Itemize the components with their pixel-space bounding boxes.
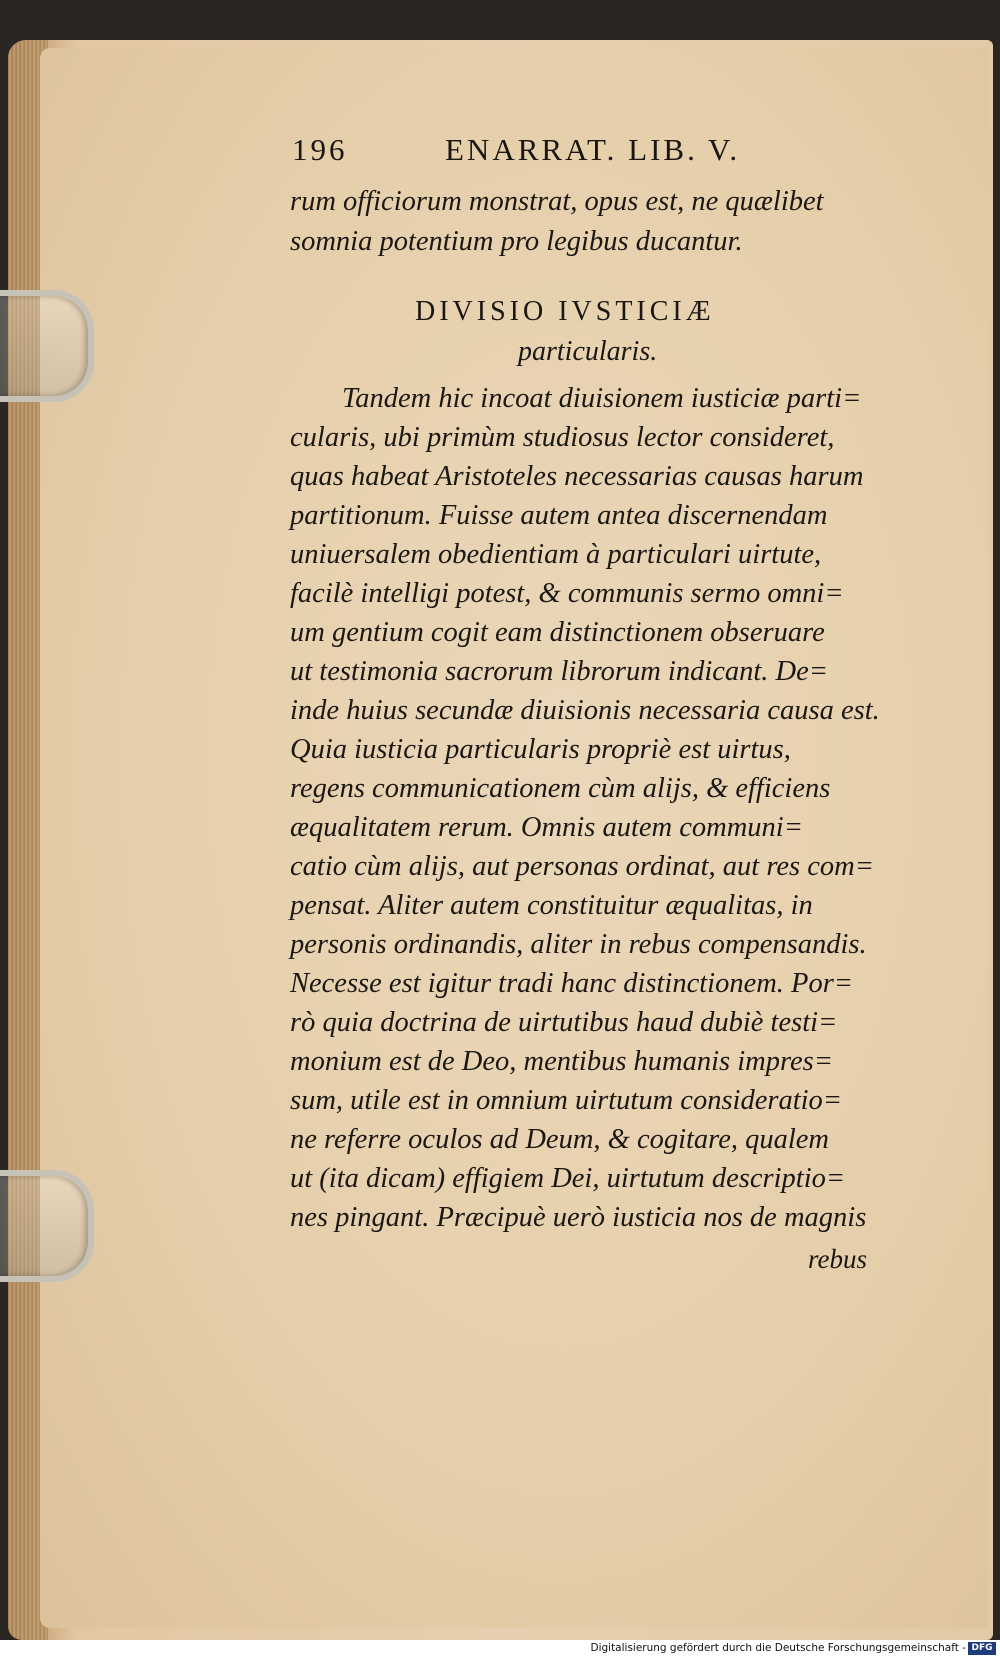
text-line: rum officiorum monstrat, opus est, ne quælibet xyxy=(290,186,824,217)
text-line: personis ordinandis, aliter in rebus compensandis. xyxy=(290,929,867,960)
clasp-top xyxy=(0,290,94,402)
text-line: æqualitatem rerum. Omnis autem communi= xyxy=(290,812,803,843)
text-line: inde huius secundæ diuisionis necessaria causa est. xyxy=(290,695,880,726)
section-heading: DIVISIO IVSTICIÆ xyxy=(415,296,715,327)
text-line: facilè intelligi potest, & communis sermo omni= xyxy=(290,578,844,609)
text-line: catio cùm alijs, aut personas ordinat, aut res com= xyxy=(290,851,874,882)
text-line: regens communicationem cùm alijs, & efficiens xyxy=(290,773,831,804)
page-number: 196 xyxy=(292,132,348,167)
running-header xyxy=(290,132,830,172)
dfg-logo: DFG xyxy=(968,1642,996,1655)
running-title: ENARRAT. LIB. V. xyxy=(445,132,741,167)
text-line: partitionum. Fuisse autem antea discernendam xyxy=(290,500,828,531)
text-line: Necesse est igitur tradi hanc distinctionem. Por= xyxy=(290,968,854,999)
text-line: sum, utile est in omnium uirtutum consideratio= xyxy=(290,1085,843,1116)
text-line: ne referre oculos ad Deum, & cogitare, qualem xyxy=(290,1124,830,1155)
digitization-credit: Digitalisierung gefördert durch die Deutsche Forschungsgemeinschaft - xyxy=(590,1642,966,1654)
catchword: rebus xyxy=(808,1244,867,1274)
text-line: cularis, ubi primùm studiosus lector consideret, xyxy=(290,422,835,453)
text-line: somnia potentium pro legibus ducantur. xyxy=(290,226,743,257)
text-line: ut testimonia sacrorum librorum indicant. De= xyxy=(290,656,829,687)
text-line: pensat. Aliter autem constituitur æqualitas, in xyxy=(290,890,813,921)
text-line: monium est de Deo, mentibus humanis impres= xyxy=(290,1046,834,1077)
section-heading-sub: particularis. xyxy=(518,336,658,367)
text-line: um gentium cogit eam distinctionem obseruare xyxy=(290,617,825,648)
text-line: Quia iusticia particularis propriè est uirtus, xyxy=(290,734,791,765)
text-line: uniuersalem obedientiam à particulari uirtute, xyxy=(290,539,822,570)
text-line: nes pingant. Præcipuè uerò iusticia nos de magnis xyxy=(290,1202,867,1233)
text-line: quas habeat Aristoteles necessarias causas harum xyxy=(290,461,864,492)
text-line: ut (ita dicam) effigiem Dei, uirtutum descriptio= xyxy=(290,1163,846,1194)
text-line: rò quia doctrina de uirtutibus haud dubiè testi= xyxy=(290,1007,838,1038)
clasp-bottom xyxy=(0,1170,94,1282)
text-line: Tandem hic incoat diuisionem iusticiæ parti= xyxy=(342,383,862,414)
